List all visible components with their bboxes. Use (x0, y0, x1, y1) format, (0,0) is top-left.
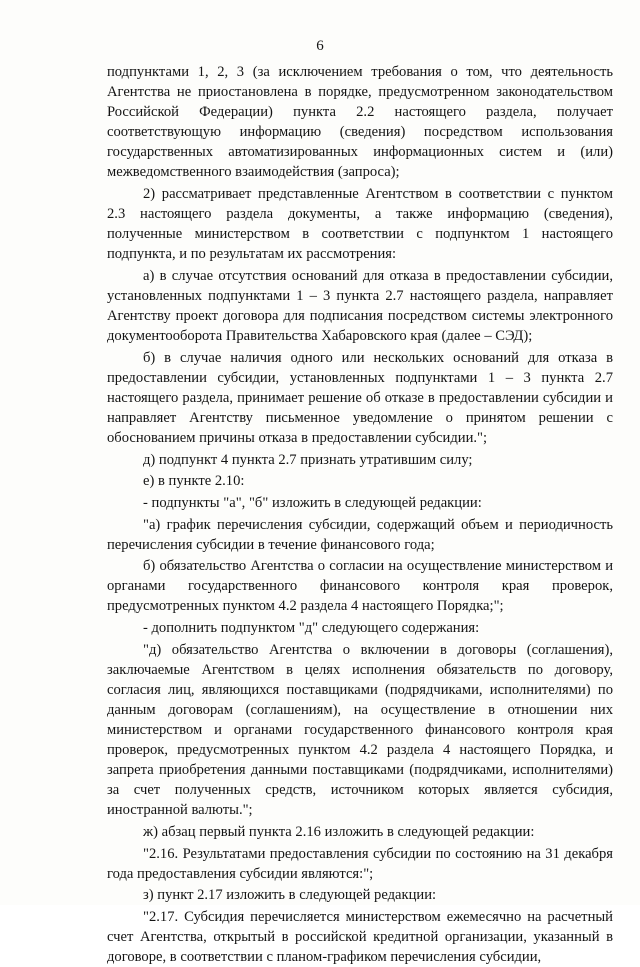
paragraph-9: б) обязательство Агентства о согласии на осуществление министерством и органами государственного финансового контроля края проверок, предусмотренных пунктом 4.2 раздела 4 настоящего Порядка;"; (107, 558, 613, 615)
paragraph-2: 2) рассматривает представленные Агентством в соответствии с пунктом 2.3 настоящего раздела документы, а также информацию (сведения), полученные министерством в соответствии с подпунктом 1 настоящего подпункта, и по результатам их рассмотрения: (107, 186, 613, 263)
document-body (107, 62, 613, 967)
paragraph-1: подпунктами 1, 2, 3 (за исключением требования о том, что деятельность Агентства не приостановлена в порядке, предусмотренном законодательством Российской Федерации) пункта 2.2 настоящего раздела, получает соответствующую информацию (сведения) посредством использования государственных автоматизированных информационных систем и (или) межведомственного взаимодействия (запроса); (107, 64, 613, 181)
paragraph-8: "а) график перечисления субсидии, содержащий объем и периодичность перечисления субсидии в течение финансового года; (107, 516, 613, 553)
paragraph-6: е) в пункте 2.10: (143, 473, 245, 490)
paragraph-10: - дополнить подпунктом "д" следующего содержания: (143, 620, 480, 637)
paragraph-4: б) в случае наличия одного или нескольких оснований для отказа в предоставлении субсидии, установленных подпунктами 1 – 3 пункта 2.7 настоящего раздела, принимает решение об отказе в предоставлении субсидии и направляет Агентству письменное уведомление о принятом решении с обоснованием причины отказа в предоставлении субсидии."; (107, 349, 613, 447)
page-number: 6 (316, 38, 324, 54)
paragraph-5: д) подпункт 4 пункта 2.7 признать утратившим силу; (143, 451, 473, 468)
paragraph-15: "2.17. Субсидия перечисляется министерством ежемесячно на расчетный счет Агентства, открытый в российской кредитной организации, указанный в договоре, в соответствии с планом-графиком перечисления субсидии, (107, 908, 613, 966)
paragraph-7: - подпункты "а", "б" изложить в следующей редакции: (143, 494, 482, 511)
paragraph-13: "2.16. Результатами предоставления субсидии по состоянию на 31 декабря года предоставления субсидии являются:"; (107, 845, 613, 882)
paragraph-11: "д) обязательство Агентства о включении в договоры (соглашения), заключаемые Агентством в целях исполнения обязательств по договору, согласия лиц, являющихся поставщиками (подрядчиками, исполнителями) по данным договорам (соглашениям), на осуществление в отношении них министерством и органами государственного финансового контроля края проверок, предусмотренных пунктом 4.2 раздела 4 настоящего Порядка, и запрета приобретения данными поставщиками (подрядчиками, исполнителями) за счет полученных средств, источником которых является субсидия, иностранной валюты."; (107, 641, 613, 819)
paragraph-14: з) пункт 2.17 изложить в следующей редакции: (143, 887, 437, 904)
paragraph-12: ж) абзац первый пункта 2.16 изложить в следующей редакции: (143, 823, 535, 840)
paragraph-3: а) в случае отсутствия оснований для отказа в предоставлении субсидии, установленных подпунктами 1 – 3 пункта 2.7 настоящего раздела, направляет Агентству проект договора для подписания посредством системы электронного документооборота Правительства Хабаровского края (далее – СЭД); (107, 267, 613, 345)
